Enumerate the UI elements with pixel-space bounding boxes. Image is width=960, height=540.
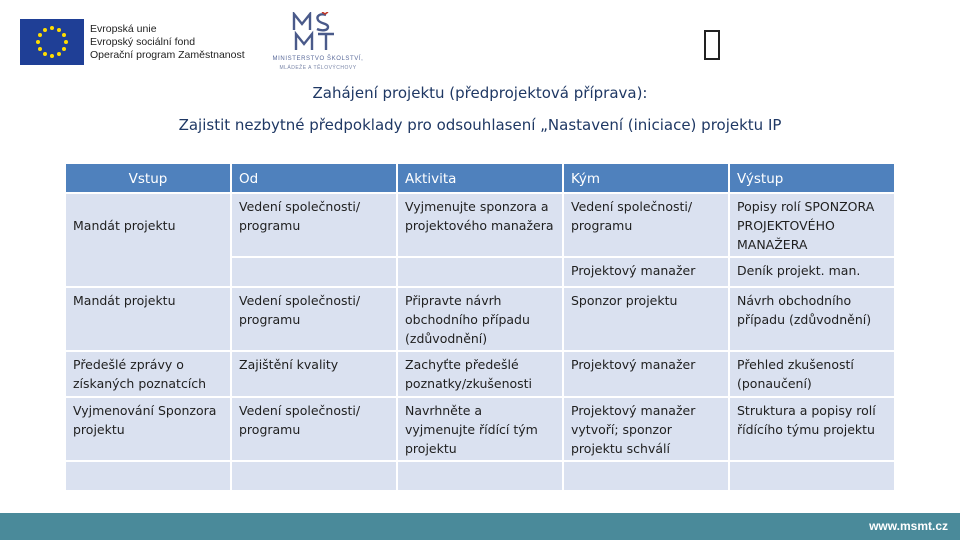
table-cell: Projektový manažer [564,352,728,396]
page-title: Zahájení projektu (předprojektová příprava): [312,84,648,102]
table-cell: Vedení společnosti/ programu [564,194,728,256]
footer-website-link[interactable]: www.msmt.cz [869,519,948,533]
table-cell: Projektový manažer [564,258,728,286]
eu-esf-logo [20,18,245,66]
msmt-logo [268,12,368,71]
table-cell: Vyjmenujte sponzora a projektového manažera [398,194,562,256]
table-cell-empty [66,462,230,490]
column-header-vystup: Výstup [730,164,894,192]
column-header-od: Od [232,164,396,192]
table-cell: Mandát projektu [66,288,230,350]
eu-logo-line1: Evropská unie [90,22,157,35]
table-cell: Návrh obchodního případu (zdůvodnění) [730,288,894,350]
column-header-vstup: Vstup [66,164,230,192]
table-cell: Vedení společnosti/ programu [232,194,396,256]
table-cell: Vedení společnosti/ programu [232,398,396,460]
missing-glyph-icon [704,30,720,60]
table-cell: Sponzor projektu [564,288,728,350]
table-cell: Mandát projektu [66,194,230,286]
table-cell: Popisy rolí SPONZORA PROJEKTOVÉHO MANAŽERA [730,194,894,256]
eu-logo-line3: Operační program Zaměstnanost [90,48,245,61]
process-table [66,164,894,490]
table-cell [232,258,396,286]
table-cell: Navrhněte a vyjmenujte řídící tým projektu [398,398,562,460]
msmt-logo-line2: MLÁDEŽE A TĚLOVÝCHOVY [279,65,357,71]
table-cell: Připravte návrh obchodního případu (zdůvodnění) [398,288,562,350]
table-cell [398,258,562,286]
table-cell-empty [398,462,562,490]
eu-logo-line2: Evropský sociální fond [90,35,196,48]
table-cell-empty [564,462,728,490]
msmt-logo-line1: MINISTERSTVO ŠKOLSTVÍ, [272,56,364,62]
table-cell: Deník projekt. man. [730,258,894,286]
table-cell: Zajištění kvality [232,352,396,396]
table-cell-empty [730,462,894,490]
column-header-kym: Kým [564,164,728,192]
page-subtitle: Zajistit nezbytné předpoklady pro odsouhlasení „Nastavení (iniciace) projektu IP [178,116,782,134]
table-cell: Struktura a popisy rolí řídícího týmu projektu [730,398,894,460]
table-cell: Zachyťte předešlé poznatky/zkušenosti [398,352,562,396]
table-cell: Vedení společnosti/ programu [232,288,396,350]
column-header-aktivita: Aktivita [398,164,562,192]
table-cell-empty [232,462,396,490]
msmt-mark-icon [290,12,342,52]
table-cell: Předešlé zprávy o získaných poznatcích [66,352,230,396]
table-cell: Projektový manažer vytvoří; sponzor projektu schválí [564,398,728,460]
table-cell: Vyjmenování Sponzora projektu [66,398,230,460]
table-cell: Přehled zkušeností (ponaučení) [730,352,894,396]
eu-flag-icon [20,19,84,65]
footer-bar [0,513,960,540]
